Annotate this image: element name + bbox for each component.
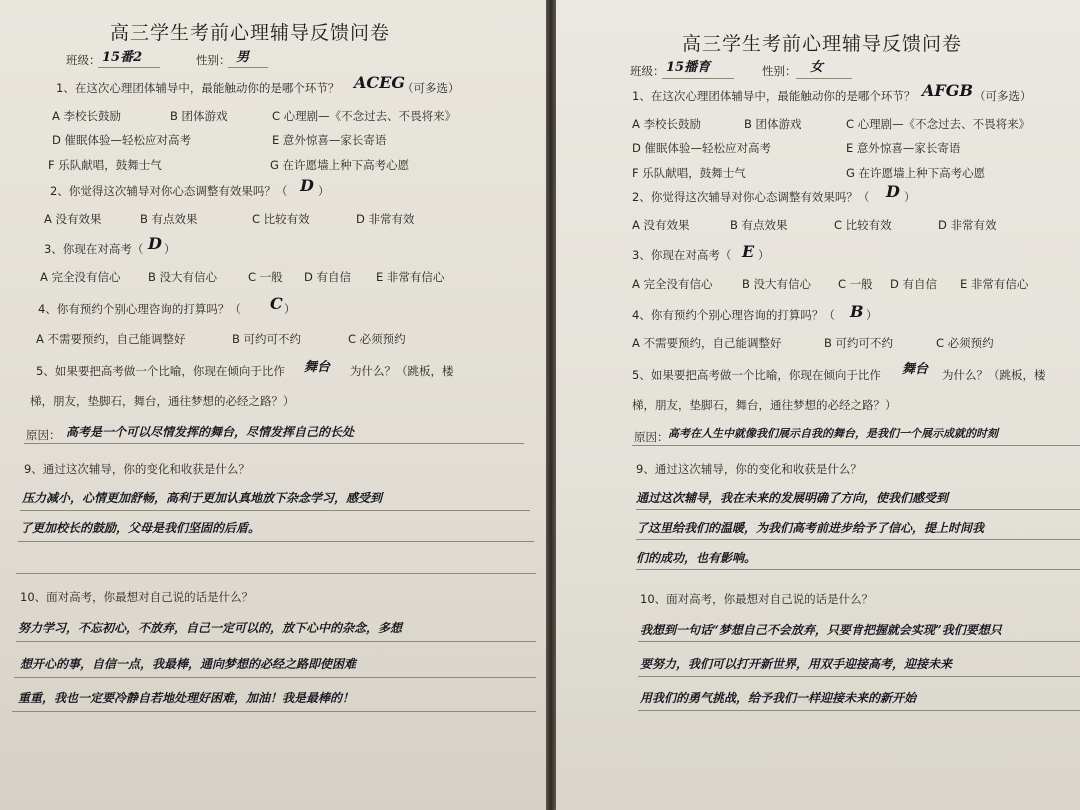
q9-rule-1 [20, 510, 530, 511]
q5-choices: 梯，朋友，垫脚石，舞台，通往梦想的必经之路？） [632, 398, 897, 412]
q1-option-c: C 心理剧—《不念过去、不畏将来》 [846, 117, 1031, 131]
class-underline [662, 78, 734, 79]
q9-rule-3 [636, 569, 1080, 570]
q1-option-e: E 意外惊喜—家长寄语 [272, 133, 387, 147]
q9-rule-2 [18, 541, 534, 542]
q3-option-c: C 一般 [248, 270, 283, 284]
q1-option-c: C 心理剧—《不念过去、不畏将来》 [272, 109, 457, 123]
q1-note: （可多选） [974, 89, 1032, 103]
q5-answer: 舞台 [902, 362, 929, 377]
q2-option-d: D 非常有效 [938, 218, 997, 232]
q4-answer: C [270, 294, 283, 313]
q10-answer-line-2: 想开心的事，自信一点，我最棒，通向梦想的必经之路即使困难 [20, 657, 357, 671]
q2-option-c: C 比较有效 [834, 218, 892, 232]
q4-option-b: B 可约可不约 [824, 336, 894, 350]
q5-text: 5、如果要把高考做一个比喻，你现在倾向于比作 [36, 364, 285, 378]
q9-answer-line-1: 通过这次辅导，我在未来的发展明确了方向，使我们感受到 [636, 491, 949, 505]
class-underline [98, 67, 160, 68]
gender-label: 性别： [196, 53, 231, 67]
q1-option-a: A 李校长鼓励 [632, 117, 702, 131]
q3-answer: E [742, 242, 755, 261]
q4-option-a: A 不需要预约，自己能调整好 [632, 336, 782, 350]
q10-answer-line-3: 重重，我也一定要冷静自若地处理好困难，加油！我是最棒的！ [18, 691, 355, 705]
q5-text: 5、如果要把高考做一个比喻，你现在倾向于比作 [632, 368, 881, 382]
q3-option-d: D 有自信 [890, 277, 938, 291]
q9-text: 9、通过这次辅导，你的变化和收获是什么？ [636, 462, 862, 476]
q4-close: ） [866, 308, 878, 322]
q9-rule-2 [636, 539, 1080, 540]
q3-option-b: B 没大有信心 [148, 270, 218, 284]
reason-label: 原因： [26, 428, 61, 442]
q9-text: 9、通过这次辅导，你的变化和收获是什么？ [24, 462, 250, 476]
q4-close: ） [284, 302, 296, 316]
q3-answer: D [148, 234, 162, 253]
gender-underline [796, 78, 852, 79]
q10-answer-line-3: 用我们的勇气挑战，给予我们一样迎接未来的新开始 [640, 691, 917, 705]
q1-answer: ACEG [354, 73, 406, 92]
right-questionnaire-sheet [556, 0, 1080, 810]
q4-option-c: C 必须预约 [936, 336, 994, 350]
q2-option-a: A 没有效果 [44, 212, 102, 226]
q4-option-c: C 必须预约 [348, 332, 406, 346]
q3-close: ） [758, 248, 770, 262]
q10-rule-2 [14, 677, 536, 678]
q1-text: 1、在这次心理团体辅导中，最能触动你的是哪个环节？ [56, 81, 340, 95]
q3-text: 3、你现在对高考（ [632, 248, 732, 262]
q10-answer-line-2: 要努力，我们可以打开新世界，用双手迎接高考，迎接未来 [640, 657, 953, 671]
sheet-title: 高三学生考前心理辅导反馈问卷 [682, 33, 963, 55]
reason-answer: 高考是一个可以尽情发挥的舞台，尽情发挥自己的长处 [66, 425, 355, 439]
q1-option-e: E 意外惊喜—家长寄语 [846, 141, 961, 155]
q9-rule-1 [636, 509, 1080, 510]
class-value: 15番2 [102, 50, 143, 65]
reason-answer: 高考在人生中就像我们展示自我的舞台，是我们一个展示成就的时刻 [668, 427, 998, 440]
q4-option-b: B 可约可不约 [232, 332, 302, 346]
q2-close: ） [904, 190, 916, 204]
q1-text: 1、在这次心理团体辅导中，最能触动你的是哪个环节？ [632, 89, 916, 103]
q10-rule-3 [638, 710, 1080, 711]
q1-option-d: D 催眠体验—轻松应对高考 [632, 141, 772, 155]
q1-note: （可多选） [402, 81, 460, 95]
reason-rule [24, 443, 524, 444]
class-value: 15播育 [666, 60, 711, 75]
q1-option-b: B 团体游戏 [744, 117, 802, 131]
q4-text: 4、你有预约个别心理咨询的打算吗？（ [38, 302, 241, 316]
q5-answer: 舞台 [304, 360, 331, 375]
q10-rule-1 [16, 641, 536, 642]
q5-why: 为什么？（跳板，楼 [942, 368, 1046, 382]
q2-option-b: B 有点效果 [730, 218, 788, 232]
q5-choices: 梯，朋友，垫脚石，舞台，通往梦想的必经之路？） [30, 394, 295, 408]
q10-answer-line-1: 努力学习，不忘初心，不放弃，自己一定可以的，放下心中的杂念，多想 [18, 621, 403, 635]
q3-option-e: E 非常有信心 [960, 277, 1029, 291]
reason-rule [632, 445, 1080, 446]
gender-value: 女 [810, 60, 824, 75]
q4-text: 4、你有预约个别心理咨询的打算吗？（ [632, 308, 835, 322]
gender-value: 男 [236, 50, 250, 65]
q2-text: 2、你觉得这次辅导对你心态调整有效果吗？（ [632, 190, 870, 204]
q9-answer-line-1: 压力减小，心情更加舒畅，高利于更加认真地放下杂念学习，感受到 [22, 491, 383, 505]
q2-close: ） [318, 184, 330, 198]
q9-rule-3 [16, 573, 536, 574]
gender-underline [228, 67, 268, 68]
q9-answer-line-2: 了这里给我们的温暖，为我们高考前进步给予了信心，提上时间我 [636, 521, 985, 535]
q4-answer: B [850, 302, 864, 321]
q10-answer-line-1: 我想到一句话“梦想自己不会放弃，只要肯把握就会实现”我们要想只 [640, 623, 1002, 637]
gender-label: 性别： [762, 64, 797, 78]
q1-answer: AFGB [922, 81, 973, 100]
q5-why: 为什么？（跳板，楼 [350, 364, 454, 378]
reason-label: 原因： [634, 430, 669, 444]
q10-rule-2 [638, 676, 1080, 677]
q2-answer: D [300, 176, 314, 195]
q3-option-c: C 一般 [838, 277, 873, 291]
q9-answer-line-2: 了更加校长的鼓励，父母是我们坚固的后盾。 [20, 521, 261, 535]
q9-answer-line-3: 们的成功，也有影响。 [636, 551, 757, 565]
q2-option-b: B 有点效果 [140, 212, 198, 226]
q1-option-a: A 李校长鼓励 [52, 109, 122, 123]
q10-text: 10、面对高考，你最想对自己说的话是什么？ [640, 592, 874, 606]
q1-option-g: G 在许愿墙上种下高考心愿 [270, 158, 410, 172]
q1-option-f: F 乐队献唱，鼓舞士气 [632, 166, 746, 180]
class-label: 班级： [630, 64, 665, 78]
sheet-title: 高三学生考前心理辅导反馈问卷 [110, 22, 391, 44]
q1-option-d: D 催眠体验—轻松应对高考 [52, 133, 192, 147]
q3-close: ） [164, 242, 176, 256]
q2-option-d: D 非常有效 [356, 212, 415, 226]
q1-option-g: G 在许愿墙上种下高考心愿 [846, 166, 986, 180]
q2-text: 2、你觉得这次辅导对你心态调整有效果吗？（ [50, 184, 288, 198]
q3-option-a: A 完全没有信心 [40, 270, 121, 284]
q10-text: 10、面对高考，你最想对自己说的话是什么？ [20, 590, 254, 604]
q3-option-d: D 有自信 [304, 270, 352, 284]
q3-text: 3、你现在对高考（ [44, 242, 144, 256]
q1-option-f: F 乐队献唱，鼓舞士气 [48, 158, 162, 172]
q10-rule-1 [638, 641, 1080, 642]
class-label: 班级： [66, 53, 101, 67]
q2-option-a: A 没有效果 [632, 218, 690, 232]
q4-option-a: A 不需要预约，自己能调整好 [36, 332, 186, 346]
q3-option-a: A 完全没有信心 [632, 277, 713, 291]
q2-answer: D [886, 182, 900, 201]
q1-option-b: B 团体游戏 [170, 109, 228, 123]
q2-option-c: C 比较有效 [252, 212, 310, 226]
q10-rule-3 [12, 711, 536, 712]
q3-option-b: B 没大有信心 [742, 277, 812, 291]
sheet-gap [546, 0, 556, 810]
q3-option-e: E 非常有信心 [376, 270, 445, 284]
